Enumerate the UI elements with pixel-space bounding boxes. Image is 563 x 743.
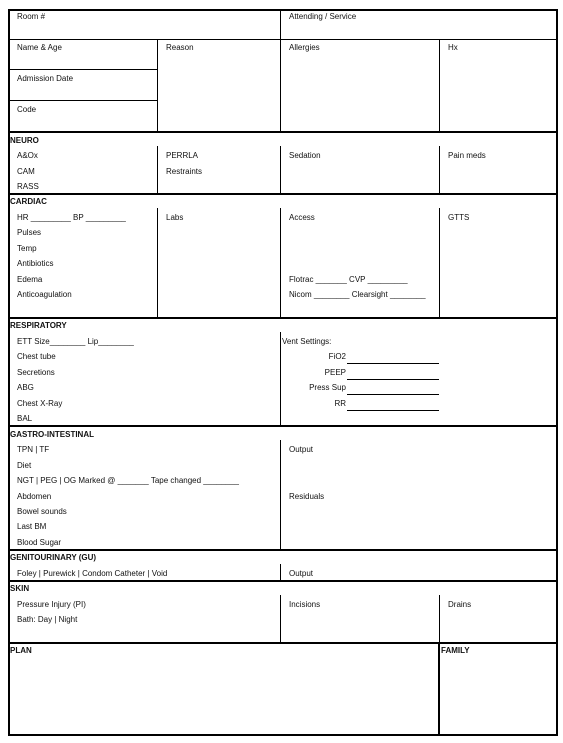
plan-family-divider (438, 643, 440, 735)
allergies-label: Allergies (289, 43, 320, 52)
respiratory-divider-vent (280, 332, 281, 425)
secretions-label: Secretions (17, 368, 55, 377)
chest-tube-label: Chest tube (17, 352, 56, 361)
gi-title: GASTRO-INTESTINAL (10, 430, 94, 439)
ett-lip-line: ETT Size________ Lip________ (17, 337, 134, 346)
gu-section-border (8, 549, 558, 551)
header-divider-attending (280, 10, 281, 39)
drains-label: Drains (448, 600, 472, 609)
pain-meds-label: Pain meds (448, 151, 486, 160)
fio2-label: FiO2 (328, 352, 346, 361)
cardiac-title: CARDIAC (10, 197, 47, 206)
peep-label: PEEP (324, 368, 346, 377)
rr-blank (347, 410, 439, 411)
press-sup-blank (347, 394, 439, 395)
gi-section-border (8, 425, 558, 427)
code-label: Code (17, 105, 37, 114)
tpn-tf-label: TPN | TF (17, 445, 50, 454)
gu-title: GENITOURINARY (GU) (10, 553, 97, 562)
labs-label: Labs (166, 213, 184, 222)
skin-section-border (8, 580, 558, 582)
cardiac-divider-labs (157, 208, 158, 317)
incisions-label: Incisions (289, 600, 321, 609)
cardiac-divider-gtts (439, 208, 440, 317)
frame-left-border (8, 9, 10, 736)
header-divider-hx (439, 39, 440, 131)
header-row-divider (9, 39, 557, 40)
blood-sugar-label: Blood Sugar (17, 538, 62, 547)
gu-output-label: Output (289, 569, 314, 578)
hx-label: Hx (448, 43, 458, 52)
neuro-title: NEURO (10, 136, 39, 145)
cardiac-section-border (8, 193, 558, 195)
bal-label: BAL (17, 414, 33, 423)
access-label: Access (289, 213, 315, 222)
bowel-sounds-label: Bowel sounds (17, 507, 67, 516)
respiratory-section-border (8, 317, 558, 319)
admission-code-divider (9, 100, 157, 101)
name-admission-divider (9, 69, 157, 70)
skin-divider-incisions (280, 595, 281, 642)
restraints-label: Restraints (166, 167, 203, 176)
edema-label: Edema (17, 275, 43, 284)
admission-date-label: Admission Date (17, 74, 74, 83)
abdomen-label: Abdomen (17, 492, 52, 501)
frame-bottom-border (8, 734, 558, 736)
pressure-injury-label: Pressure Injury (PI) (17, 600, 86, 609)
nicom-clearsight-line: Nicom ________ Clearsight ________ (289, 290, 426, 299)
abg-label: ABG (17, 383, 34, 392)
vent-settings-label: Vent Settings: (282, 337, 332, 346)
neuro-divider-perrla (157, 146, 158, 193)
cardiac-divider-access (280, 208, 281, 317)
press-sup-label: Press Sup (309, 383, 346, 392)
respiratory-title: RESPIRATORY (10, 321, 67, 330)
hr-bp-line: HR _________ BP _________ (17, 213, 126, 222)
gi-divider-output (280, 440, 281, 549)
header-divider-reason (157, 39, 158, 131)
pulses-label: Pulses (17, 228, 42, 237)
last-bm-label: Last BM (17, 522, 47, 531)
flotrac-cvp-line: Flotrac _______ CVP _________ (289, 275, 408, 284)
aox-label: A&Ox (17, 151, 38, 160)
family-title: FAMILY (441, 646, 470, 655)
header-divider-allergies (280, 39, 281, 131)
sedation-label: Sedation (289, 151, 321, 160)
residuals-label: Residuals (289, 492, 325, 501)
ngt-peg-og-line: NGT | PEG | OG Marked @ _______ Tape changed ________ (17, 476, 239, 485)
gu-options-line: Foley | Purewick | Condom Catheter | Void (17, 569, 168, 578)
gtts-label: GTTS (448, 213, 470, 222)
temp-label: Temp (17, 244, 37, 253)
chest-xray-label: Chest X-Ray (17, 399, 63, 408)
room-label: Room # (17, 12, 46, 21)
plan-section-border (8, 642, 558, 644)
frame-top-border (8, 9, 558, 11)
rr-label: RR (334, 399, 346, 408)
gi-output-label: Output (289, 445, 314, 454)
cam-label: CAM (17, 167, 35, 176)
skin-title: SKIN (10, 584, 30, 593)
neuro-divider-pain (439, 146, 440, 193)
gu-divider-output (280, 564, 281, 580)
name-age-label: Name & Age (17, 43, 62, 52)
attending-label: Attending / Service (289, 12, 357, 21)
reason-label: Reason (166, 43, 194, 52)
rass-label: RASS (17, 182, 39, 191)
perrla-label: PERRLA (166, 151, 199, 160)
fio2-blank (347, 363, 439, 364)
peep-blank (347, 379, 439, 380)
skin-divider-drains (439, 595, 440, 642)
diet-label: Diet (17, 461, 32, 470)
bath-line: Bath: Day | Night (17, 615, 78, 624)
anticoagulation-label: Anticoagulation (17, 290, 72, 299)
frame-right-border (556, 9, 558, 736)
neuro-section-border (8, 131, 558, 133)
plan-title: PLAN (10, 646, 32, 655)
neuro-divider-sedation (280, 146, 281, 193)
antibiotics-label: Antibiotics (17, 259, 54, 268)
